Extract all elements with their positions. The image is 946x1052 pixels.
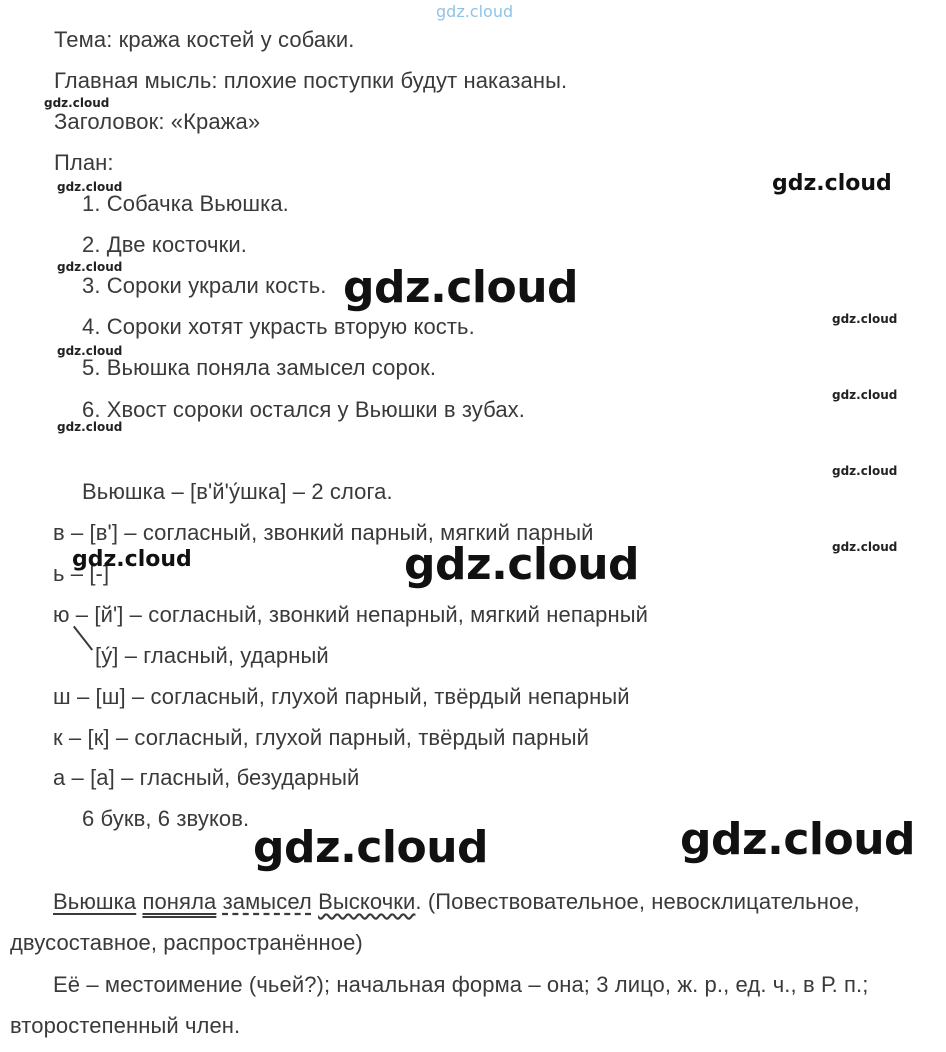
- watermark: gdz.cloud: [832, 540, 898, 554]
- watermark: gdz.cloud: [57, 180, 123, 194]
- watermark: gdz.cloud: [772, 171, 892, 196]
- attribute-word: Выскочки: [318, 889, 416, 914]
- letter-analysis-line: ь – [-]: [53, 561, 110, 586]
- summary-line: 6 букв, 6 звуков.: [82, 806, 250, 831]
- plan-item: 4. Сороки хотят украсть вторую кость.: [82, 314, 475, 339]
- letter-analysis-line: ю – [й'] – согласный, звонкий непарный, мягкий непарный: [53, 602, 649, 627]
- watermark-top: gdz.cloud: [436, 2, 514, 21]
- object-word: замысел: [222, 889, 312, 914]
- watermark: gdz.cloud: [832, 388, 898, 402]
- predicate-word: поняла: [142, 889, 217, 914]
- pronoun-analysis-line: Её – местоимение (чьей?); начальная форма – она; 3 лицо, ж. р., ед. ч., в Р. п.;: [53, 972, 869, 997]
- main-idea-line: Главная мысль: плохие поступки будут наказаны.: [54, 68, 568, 93]
- watermark: gdz.cloud: [832, 312, 898, 326]
- watermark: gdz.cloud: [57, 344, 123, 358]
- connector-stroke: [73, 626, 93, 651]
- plan-item: 3. Сороки украли кость.: [82, 273, 327, 298]
- sentence-line: [53, 889, 860, 915]
- watermark: gdz.cloud: [57, 260, 123, 274]
- topic-line: Тема: кража костей у собаки.: [54, 27, 355, 52]
- watermark: gdz.cloud: [72, 547, 192, 572]
- sentence-characteristics-cont: двусоставное, распространённое): [10, 930, 363, 955]
- plan-item: 1. Собачка Вьюшка.: [82, 191, 289, 216]
- letter-analysis-line: [у́] – гласный, ударный: [95, 643, 329, 668]
- pronoun-analysis-cont: второстепенный член.: [10, 1013, 241, 1038]
- letter-analysis-line: ш – [ш] – согласный, глухой парный, твёрдый непарный: [53, 684, 630, 709]
- watermark-large: gdz.cloud: [253, 822, 489, 873]
- subject-word: Вьюшка: [53, 889, 137, 914]
- plan-item: 6. Хвост сороки остался у Вьюшки в зубах.: [82, 397, 525, 422]
- letter-analysis-line: а – [а] – гласный, безударный: [53, 765, 360, 790]
- plan-item: 5. Вьюшка поняла замысел сорок.: [82, 355, 437, 380]
- plan-item: 2. Две косточки.: [82, 232, 247, 257]
- plan-label: План:: [54, 150, 114, 175]
- watermark: gdz.cloud: [57, 420, 123, 434]
- watermark-large: gdz.cloud: [404, 539, 640, 590]
- letter-analysis-line: в – [в'] – согласный, звонкий парный, мягкий парный: [53, 520, 594, 545]
- watermark: gdz.cloud: [832, 464, 898, 478]
- watermark-large: gdz.cloud: [680, 814, 916, 865]
- sentence-characteristics: . (Повествовательное, невосклицательное,: [415, 889, 860, 914]
- watermark-large: gdz.cloud: [343, 262, 579, 313]
- watermark: gdz.cloud: [44, 96, 110, 110]
- transcription-line: Вьюшка – [в'й'у́шка] – 2 слога.: [82, 479, 393, 504]
- letter-analysis-line: к – [к] – согласный, глухой парный, твёрдый парный: [53, 725, 590, 750]
- heading-line: Заголовок: «Кража»: [54, 109, 261, 134]
